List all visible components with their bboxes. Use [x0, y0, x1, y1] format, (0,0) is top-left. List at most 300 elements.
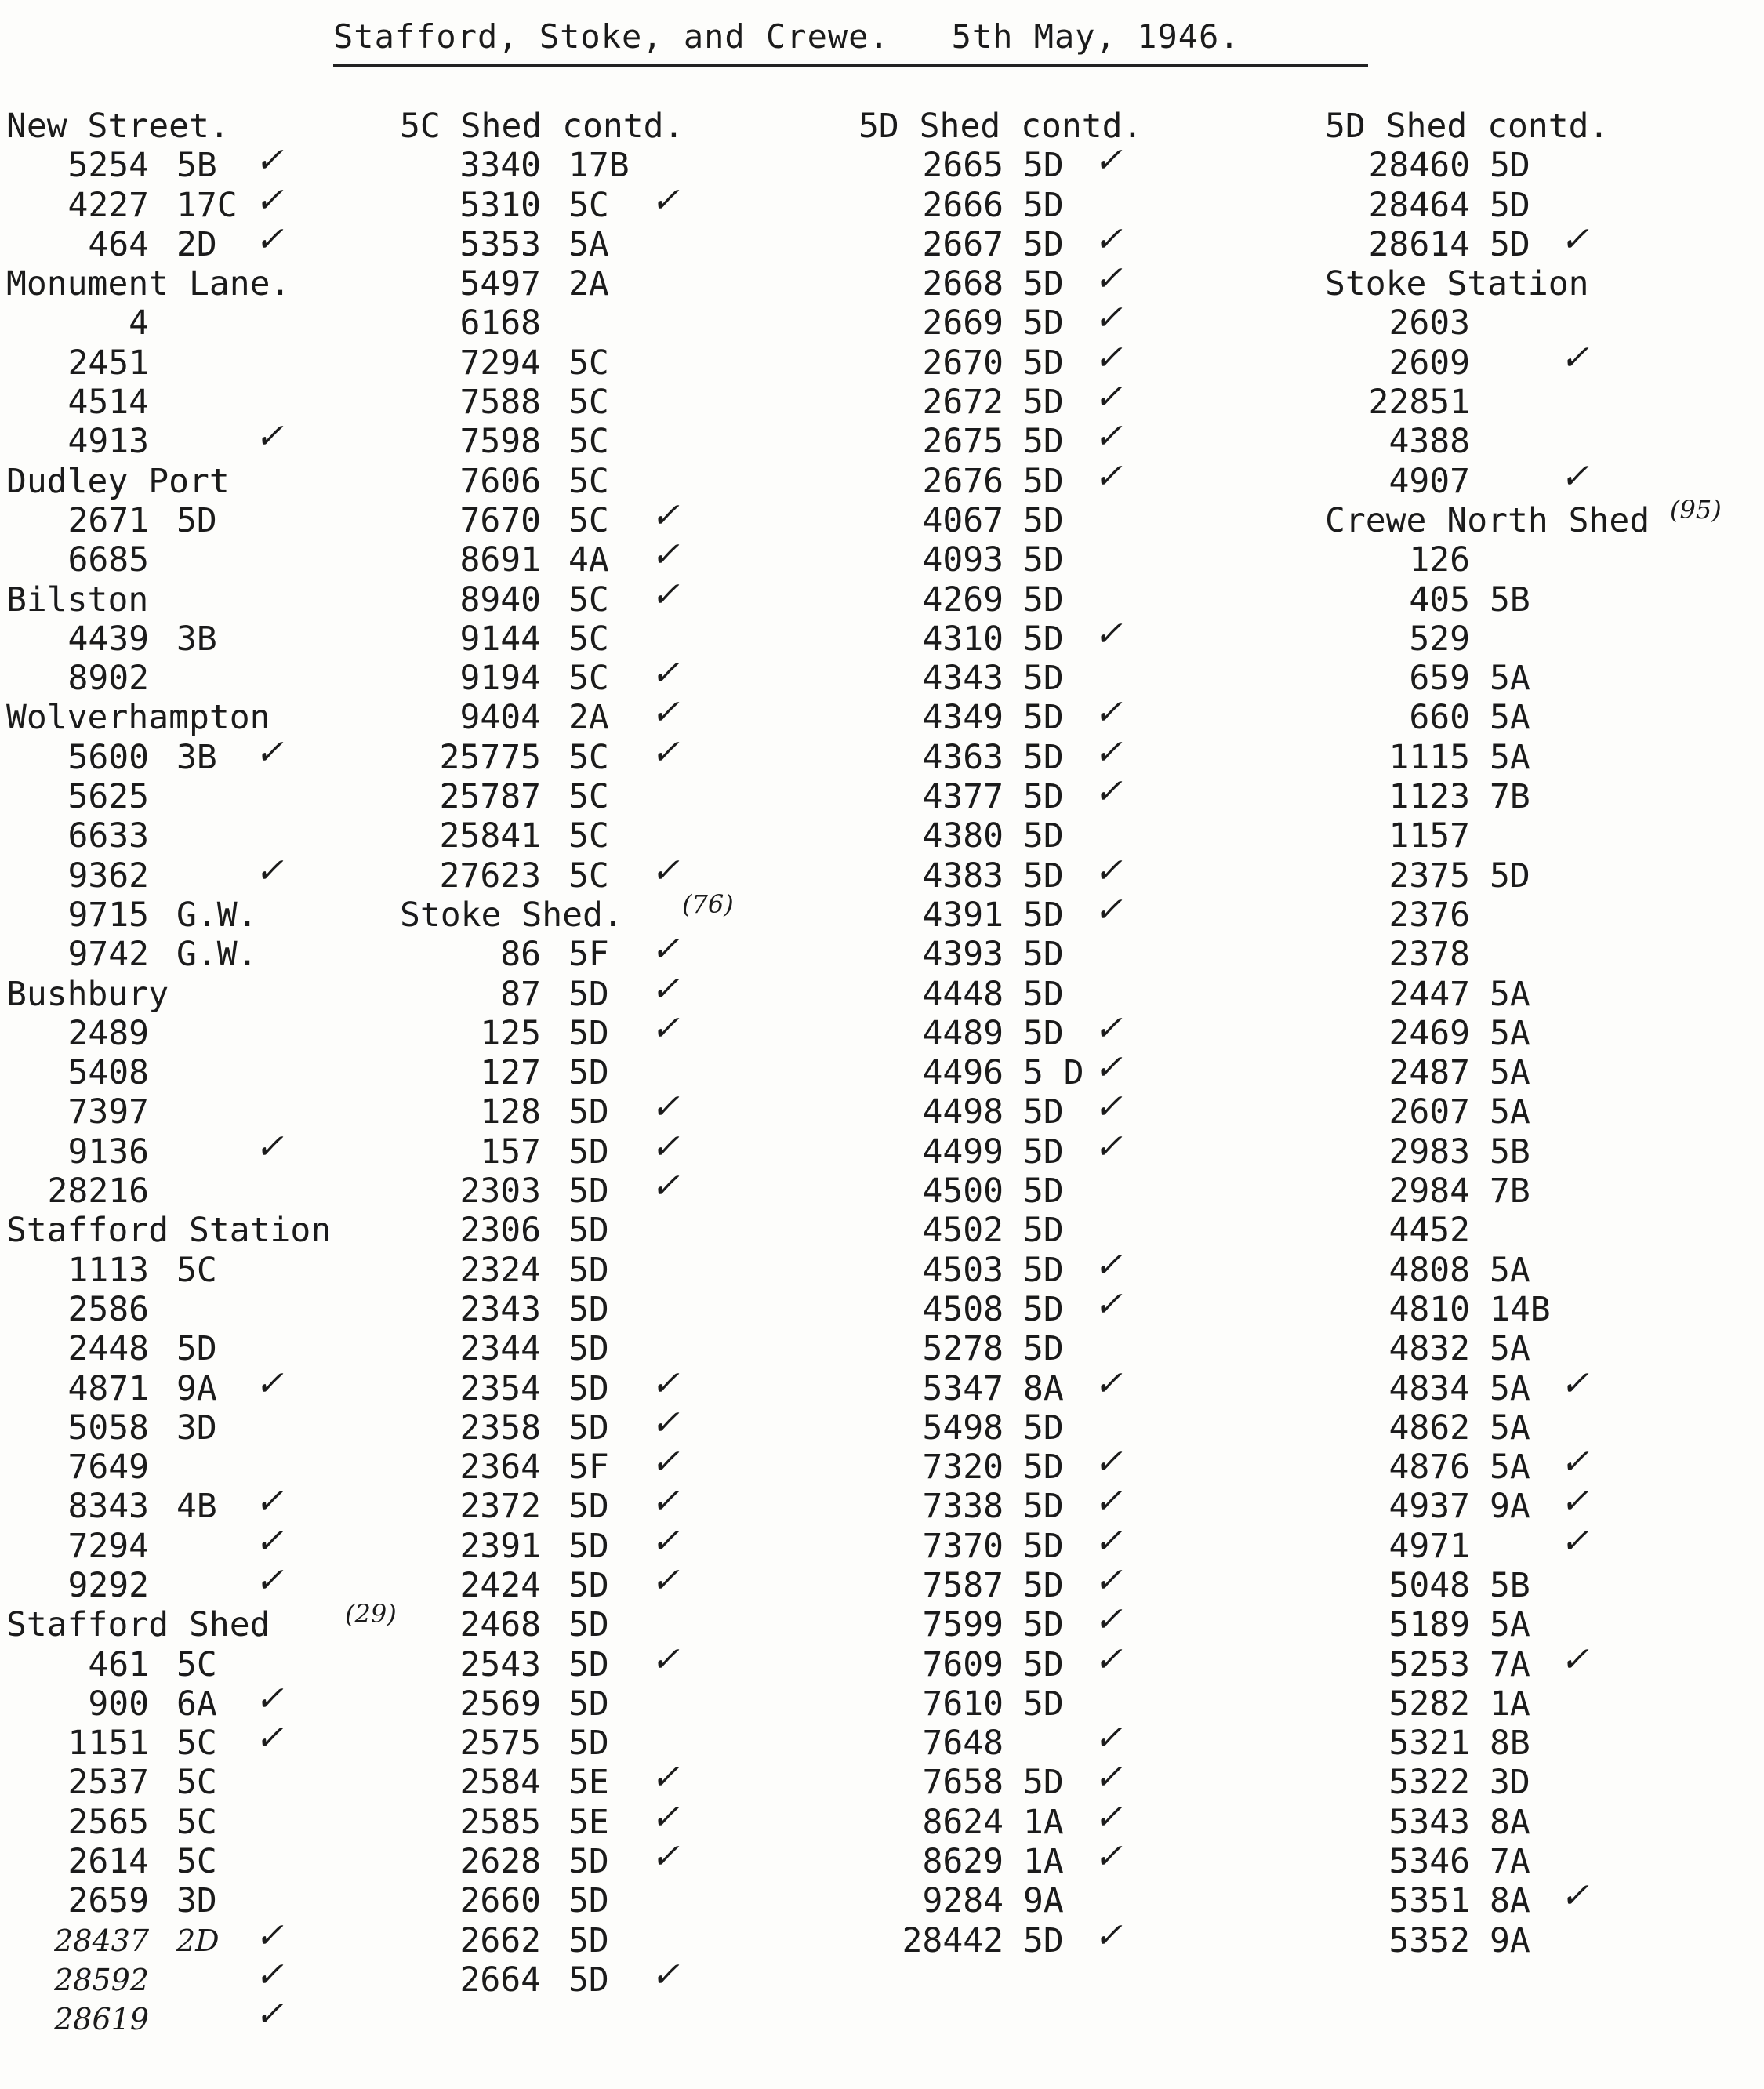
entry-row: [0, 816, 1764, 856]
engine-number: 7609: [922, 1644, 1004, 1684]
engine-number: 2659: [67, 1881, 149, 1921]
shed-code: 5B: [1490, 579, 1530, 619]
entry-row: [0, 1442, 1764, 1488]
shed-code: 5D: [1023, 1684, 1064, 1724]
entry-row: [0, 777, 1764, 816]
shed-code: 5D: [568, 1487, 609, 1527]
engine-number: 5310: [459, 185, 541, 225]
check-mark-icon: ✓: [651, 1639, 680, 1680]
entry-row: [0, 1639, 1764, 1684]
shed-code: 5C: [568, 777, 609, 817]
entry-row: [0, 1605, 1764, 1644]
engine-number: 2671: [67, 500, 149, 540]
engine-number: 9715: [67, 895, 149, 935]
engine-number: 4496: [922, 1053, 1004, 1093]
engine-number: 2424: [459, 1565, 541, 1605]
shed-code: 5D: [568, 1842, 609, 1882]
shed-code: 5D: [568, 1960, 609, 2000]
engine-number: 4808: [1388, 1250, 1470, 1290]
entry-row: [0, 1363, 1764, 1408]
shed-code: 7B: [1490, 777, 1530, 817]
check-mark-icon: ✓: [651, 1797, 680, 1837]
section-heading-row: [0, 107, 1764, 146]
shed-code: 5C: [176, 1842, 217, 1882]
section-heading: Stafford Shed: [6, 1605, 270, 1645]
engine-number: 660: [1409, 698, 1470, 738]
entry-row: [0, 975, 1764, 1014]
engine-number: 5497: [459, 264, 541, 304]
engine-number: 5353: [459, 224, 541, 264]
engine-number: 28442: [902, 1920, 1004, 1960]
check-mark-icon: ✓: [651, 732, 680, 772]
engine-number: 2372: [459, 1487, 541, 1527]
shed-code: 5D: [1023, 1644, 1064, 1684]
shed-code: 5D: [1490, 224, 1530, 264]
engine-number: 2676: [922, 461, 1004, 501]
engine-number: 2375: [1388, 856, 1470, 896]
check-mark-icon: ✓: [651, 1402, 680, 1443]
check-mark-icon: ✓: [1094, 1520, 1123, 1561]
shed-code: 5C: [176, 1802, 217, 1842]
check-mark-icon: ✓: [1094, 1915, 1123, 1956]
engine-number: 8691: [459, 540, 541, 580]
engine-number: 7658: [922, 1763, 1004, 1803]
engine-number: 7599: [922, 1605, 1004, 1645]
check-mark-icon: ✓: [1094, 140, 1123, 181]
check-mark-icon: ✓: [1560, 1520, 1589, 1561]
shed-code: 5D: [1023, 146, 1064, 186]
shed-code: 7A: [1490, 1644, 1530, 1684]
shed-code: 5D: [568, 1132, 609, 1172]
engine-number: 2584: [459, 1763, 541, 1803]
engine-number: 464: [88, 224, 149, 264]
entry-row: [0, 1053, 1764, 1092]
engine-number: 25787: [439, 777, 541, 817]
shed-code: 5D: [568, 1250, 609, 1290]
entry-row: [0, 1014, 1764, 1053]
check-mark-icon: ✓: [651, 929, 680, 970]
shed-code: 5A: [1490, 698, 1530, 738]
engine-number: 3340: [459, 146, 541, 186]
engine-number: 7598: [459, 422, 541, 462]
engine-number: 2662: [459, 1920, 541, 1960]
check-mark-icon: ✓: [1094, 416, 1123, 457]
shed-code: 2A: [568, 264, 609, 304]
shed-code: 5D: [568, 1724, 609, 1764]
engine-number: 2489: [67, 1013, 149, 1053]
engine-number: 87: [500, 974, 541, 1014]
engine-number: 2451: [67, 343, 149, 383]
engine-number: 2983: [1388, 1132, 1470, 1172]
engine-number: 2343: [459, 1289, 541, 1329]
shed-code: 5E: [568, 1763, 609, 1803]
check-mark-icon: ✓: [1560, 337, 1589, 378]
shed-code: 5D: [1023, 1132, 1064, 1172]
shed-code: 5F: [568, 1448, 609, 1488]
entry-row: [0, 1684, 1764, 1724]
check-mark-icon: ✓: [1094, 692, 1123, 733]
engine-number: 2664: [459, 1960, 541, 2000]
section-heading: New Street.: [6, 107, 230, 146]
engine-number: 28592: [54, 1962, 149, 1997]
engine-number: 8343: [67, 1487, 149, 1527]
entry-row: [0, 698, 1764, 737]
shed-code: 5D: [1023, 264, 1064, 304]
shed-code: 17B: [568, 146, 630, 186]
shed-code: 3B: [176, 737, 217, 777]
check-mark-icon: ✓: [1094, 377, 1123, 418]
shed-code: 5A: [1490, 659, 1530, 699]
engine-number: 2376: [1388, 895, 1470, 935]
entry-row: [0, 1954, 1764, 2000]
shed-code: 5C: [568, 185, 609, 225]
shed-code: 5D: [1023, 619, 1064, 659]
engine-number: 4508: [922, 1289, 1004, 1329]
engine-number: 5346: [1388, 1842, 1470, 1882]
engine-number: 2984: [1388, 1172, 1470, 1212]
shed-code: 6A: [176, 1684, 217, 1724]
engine-number: 28614: [1368, 224, 1470, 264]
check-mark-icon: ✓: [651, 1087, 680, 1128]
check-mark-icon: ✓: [651, 692, 680, 733]
engine-number: 5408: [67, 1053, 149, 1093]
check-mark-icon: ✓: [651, 1837, 680, 1877]
entry-row: [0, 1251, 1764, 1290]
check-mark-icon: ✓: [255, 1560, 284, 1600]
entry-row: [0, 422, 1764, 461]
engine-number: 25775: [439, 737, 541, 777]
shed-code: 5D: [1023, 383, 1064, 423]
engine-number: 4876: [1388, 1448, 1470, 1488]
engine-number: 7610: [922, 1684, 1004, 1724]
shed-code: 5E: [568, 1802, 609, 1842]
shed-code: 5D: [1023, 1250, 1064, 1290]
shed-code: 17C: [176, 185, 238, 225]
check-mark-icon: ✓: [255, 1994, 284, 2035]
shed-code: 5D: [1023, 777, 1064, 817]
check-mark-icon: ✓: [255, 1678, 284, 1719]
engine-number: 4502: [922, 1211, 1004, 1251]
check-mark-icon: ✓: [1094, 772, 1123, 812]
check-mark-icon: ✓: [651, 1481, 680, 1522]
engine-number: 2628: [459, 1842, 541, 1882]
engine-number: 8940: [459, 579, 541, 619]
engine-number: 7606: [459, 461, 541, 501]
check-mark-icon: ✓: [1094, 1757, 1123, 1798]
engine-number: 5352: [1388, 1920, 1470, 1960]
engine-number: 5347: [922, 1368, 1004, 1408]
shed-code: 5D: [1023, 895, 1064, 935]
shed-code: 5D: [1023, 422, 1064, 462]
check-mark-icon: ✓: [1094, 613, 1123, 654]
engine-number: 127: [480, 1053, 541, 1093]
engine-number: 7294: [67, 1526, 149, 1566]
engine-number: 2306: [459, 1211, 541, 1251]
check-mark-icon: ✓: [1094, 889, 1123, 930]
shed-code: 5D: [1023, 1408, 1064, 1448]
check-mark-icon: ✓: [651, 1442, 680, 1483]
shed-code: 5D: [568, 974, 609, 1014]
engine-number: 5600: [67, 737, 149, 777]
shed-code: 5C: [176, 1763, 217, 1803]
shed-code: 1A: [1023, 1802, 1064, 1842]
engine-number: 2585: [459, 1802, 541, 1842]
engine-number: 4093: [922, 540, 1004, 580]
engine-number: 7670: [459, 500, 541, 540]
entry-row: [0, 1520, 1764, 1566]
check-mark-icon: ✓: [1094, 259, 1123, 300]
shed-code: 9A: [176, 1368, 217, 1408]
shed-code: 5D: [568, 1644, 609, 1684]
entry-row: [0, 1994, 1764, 2039]
engine-number: 126: [1409, 540, 1470, 580]
entry-row: [0, 580, 1764, 619]
check-mark-icon: ✓: [651, 535, 680, 576]
check-mark-icon: ✓: [255, 1126, 284, 1167]
entry-row: [0, 856, 1764, 896]
shed-code: 5D: [568, 1920, 609, 1960]
engine-number: 4489: [922, 1013, 1004, 1053]
engine-number: 5625: [67, 777, 149, 817]
shed-code: 5A: [1490, 1013, 1530, 1053]
shed-code: 3D: [1490, 1763, 1530, 1803]
engine-number: 2670: [922, 343, 1004, 383]
entry-row: [0, 1763, 1764, 1802]
engine-number: 4498: [922, 1092, 1004, 1132]
shed-code: 2D: [176, 1923, 220, 1958]
shed-code: 5D: [568, 1013, 609, 1053]
engine-number: 22851: [1368, 383, 1470, 423]
shed-code: 8A: [1490, 1802, 1530, 1842]
engine-number: 2487: [1388, 1053, 1470, 1093]
engine-number: 4862: [1388, 1408, 1470, 1448]
shed-code: 5D: [568, 1684, 609, 1724]
shed-code: 5C: [568, 461, 609, 501]
check-mark-icon: ✓: [1094, 732, 1123, 772]
entry-row: [0, 146, 1764, 185]
shed-code: 5D: [1023, 1289, 1064, 1329]
check-mark-icon: ✓: [1094, 1481, 1123, 1522]
engine-number: 28619: [54, 2002, 149, 2037]
engine-number: 2603: [1388, 303, 1470, 343]
engine-number: 5351: [1388, 1881, 1470, 1921]
entry-row: [0, 1803, 1764, 1842]
check-mark-icon: ✓: [651, 1560, 680, 1600]
shed-code: 5C: [568, 383, 609, 423]
engine-number: 25841: [439, 816, 541, 856]
engine-number: 157: [480, 1132, 541, 1172]
check-mark-icon: ✓: [1094, 1048, 1123, 1088]
entry-row: [0, 738, 1764, 777]
engine-number: 2672: [922, 383, 1004, 423]
entry-row: [0, 896, 1764, 935]
engine-number: 6168: [459, 303, 541, 343]
check-mark-icon: ✓: [255, 1915, 284, 1956]
check-mark-icon: ✓: [255, 219, 284, 260]
engine-number: 5048: [1388, 1565, 1470, 1605]
engine-number: 7587: [922, 1565, 1004, 1605]
engine-number: 1157: [1388, 816, 1470, 856]
check-mark-icon: ✓: [651, 1954, 680, 1995]
shed-code: 5A: [1490, 1329, 1530, 1369]
engine-number: 4448: [922, 974, 1004, 1014]
engine-number: 9292: [67, 1565, 149, 1605]
shed-code: 8A: [1490, 1881, 1530, 1921]
check-mark-icon: ✓: [651, 1008, 680, 1048]
engine-number: 2358: [459, 1408, 541, 1448]
engine-number: 28460: [1368, 146, 1470, 186]
section-heading: Stoke Shed.: [400, 895, 623, 935]
shed-code: 3D: [176, 1881, 217, 1921]
shed-code: 5C: [176, 1250, 217, 1290]
shed-code: 8B: [1490, 1724, 1530, 1764]
engine-number: 4388: [1388, 422, 1470, 462]
section-heading: Dudley Port: [6, 461, 230, 501]
engine-number: 1115: [1388, 737, 1470, 777]
shed-code: 5F: [568, 935, 609, 975]
engine-number: 2354: [459, 1368, 541, 1408]
engine-number: 2586: [67, 1289, 149, 1329]
engine-number: 2324: [459, 1250, 541, 1290]
section-heading: Stafford Station: [6, 1211, 332, 1251]
engine-number: 28464: [1368, 185, 1470, 225]
engine-number: 5282: [1388, 1684, 1470, 1724]
entry-row: [0, 935, 1764, 974]
engine-number: 27623: [439, 856, 541, 896]
shed-code: 8A: [1023, 1368, 1064, 1408]
engine-number: 2537: [67, 1763, 149, 1803]
engine-number: 9194: [459, 659, 541, 699]
entry-row: [0, 659, 1764, 698]
shed-code: 5D: [1023, 303, 1064, 343]
shed-code: 5C: [568, 816, 609, 856]
engine-number: 9284: [922, 1881, 1004, 1921]
engine-number: 2669: [922, 303, 1004, 343]
check-mark-icon: ✓: [1094, 1718, 1123, 1759]
check-mark-icon: ✓: [1094, 337, 1123, 378]
shed-code: 5B: [1490, 1565, 1530, 1605]
shed-code: 5D: [568, 1092, 609, 1132]
entry-row: [0, 1566, 1764, 1605]
engine-number: 900: [88, 1684, 149, 1724]
shed-code: 5B: [1490, 1132, 1530, 1172]
engine-number: 7370: [922, 1526, 1004, 1566]
shed-code: 5D: [176, 1329, 217, 1369]
engine-number: 4377: [922, 777, 1004, 817]
engine-number: 4067: [922, 500, 1004, 540]
check-mark-icon: ✓: [1094, 1797, 1123, 1837]
shed-code: 5C: [568, 422, 609, 462]
engine-number: 4907: [1388, 461, 1470, 501]
engine-number: 2675: [922, 422, 1004, 462]
engine-number: 2468: [459, 1605, 541, 1645]
shed-code: 5D: [1490, 856, 1530, 896]
engine-number: 2565: [67, 1802, 149, 1842]
shed-code: 5D: [568, 1605, 609, 1645]
engine-number: 128: [480, 1092, 541, 1132]
engine-number: 2378: [1388, 935, 1470, 975]
engine-number: 2303: [459, 1172, 541, 1212]
entry-row: [0, 1172, 1764, 1211]
shed-code: 5D: [568, 1053, 609, 1093]
check-mark-icon: ✓: [1094, 1126, 1123, 1167]
section-heading: Stoke Station: [1325, 264, 1589, 304]
shed-code: 4A: [568, 540, 609, 580]
shed-code: 5D: [568, 1408, 609, 1448]
shed-code: 7B: [1490, 1172, 1530, 1212]
engine-number: 4227: [67, 185, 149, 225]
entry-row: [0, 1481, 1764, 1527]
engine-number: 9742: [67, 935, 149, 975]
shed-code: 5A: [1490, 974, 1530, 1014]
engine-number: 4349: [922, 698, 1004, 738]
shed-code: 5D: [1023, 1013, 1064, 1053]
shed-code: 7A: [1490, 1842, 1530, 1882]
shed-code: 5D: [1023, 698, 1064, 738]
entry-row: [0, 219, 1764, 264]
engine-number: 4871: [67, 1368, 149, 1408]
engine-number: 2660: [459, 1881, 541, 1921]
engine-number: 4269: [922, 579, 1004, 619]
check-mark-icon: ✓: [1094, 850, 1123, 891]
engine-number: 6633: [67, 816, 149, 856]
engine-number: 2391: [459, 1526, 541, 1566]
check-mark-icon: ✓: [1560, 1876, 1589, 1916]
engine-number: 5498: [922, 1408, 1004, 1448]
engine-number: 5058: [67, 1408, 149, 1448]
check-mark-icon: ✓: [651, 1126, 680, 1167]
section-heading: Wolverhampton: [6, 698, 270, 738]
engine-number: 9144: [459, 619, 541, 659]
engine-number: 5254: [67, 146, 149, 186]
engine-number: 2614: [67, 1842, 149, 1882]
entry-row: [0, 1921, 1764, 1960]
engine-number: 4500: [922, 1172, 1004, 1212]
entry-row: [0, 619, 1764, 659]
shed-code: 5D: [1023, 1920, 1064, 1960]
check-mark-icon: ✓: [255, 732, 284, 772]
shed-code: 5C: [176, 1724, 217, 1764]
engine-number: 28437: [54, 1923, 149, 1958]
shed-code: 5D: [1023, 343, 1064, 383]
entry-row: [0, 456, 1764, 501]
engine-number: 8902: [67, 659, 149, 699]
check-mark-icon: ✓: [651, 1166, 680, 1207]
engine-number: 7649: [67, 1448, 149, 1488]
shed-code: 5D: [1023, 224, 1064, 264]
check-mark-icon: ✓: [255, 850, 284, 891]
engine-number: 86: [500, 935, 541, 975]
shed-code: 5D: [1023, 1565, 1064, 1605]
engine-number: 2543: [459, 1644, 541, 1684]
shed-code: 9A: [1490, 1487, 1530, 1527]
section-heading: Crewe North Shed: [1325, 500, 1650, 540]
check-mark-icon: ✓: [1560, 1481, 1589, 1522]
engine-number: 9362: [67, 856, 149, 896]
shed-code: 5D: [1023, 1092, 1064, 1132]
check-mark-icon: ✓: [651, 1520, 680, 1561]
check-mark-icon: ✓: [1560, 456, 1589, 496]
entry-row: [0, 383, 1764, 422]
engine-number: 7397: [67, 1092, 149, 1132]
check-mark-icon: ✓: [1560, 1363, 1589, 1404]
shed-code: 5D: [1490, 185, 1530, 225]
section-heading-row: [0, 494, 1764, 540]
section-heading: 5C Shed contd.: [400, 107, 684, 146]
shed-code: 5D: [1023, 737, 1064, 777]
check-mark-icon: ✓: [255, 1363, 284, 1404]
check-mark-icon: ✓: [1094, 1363, 1123, 1404]
